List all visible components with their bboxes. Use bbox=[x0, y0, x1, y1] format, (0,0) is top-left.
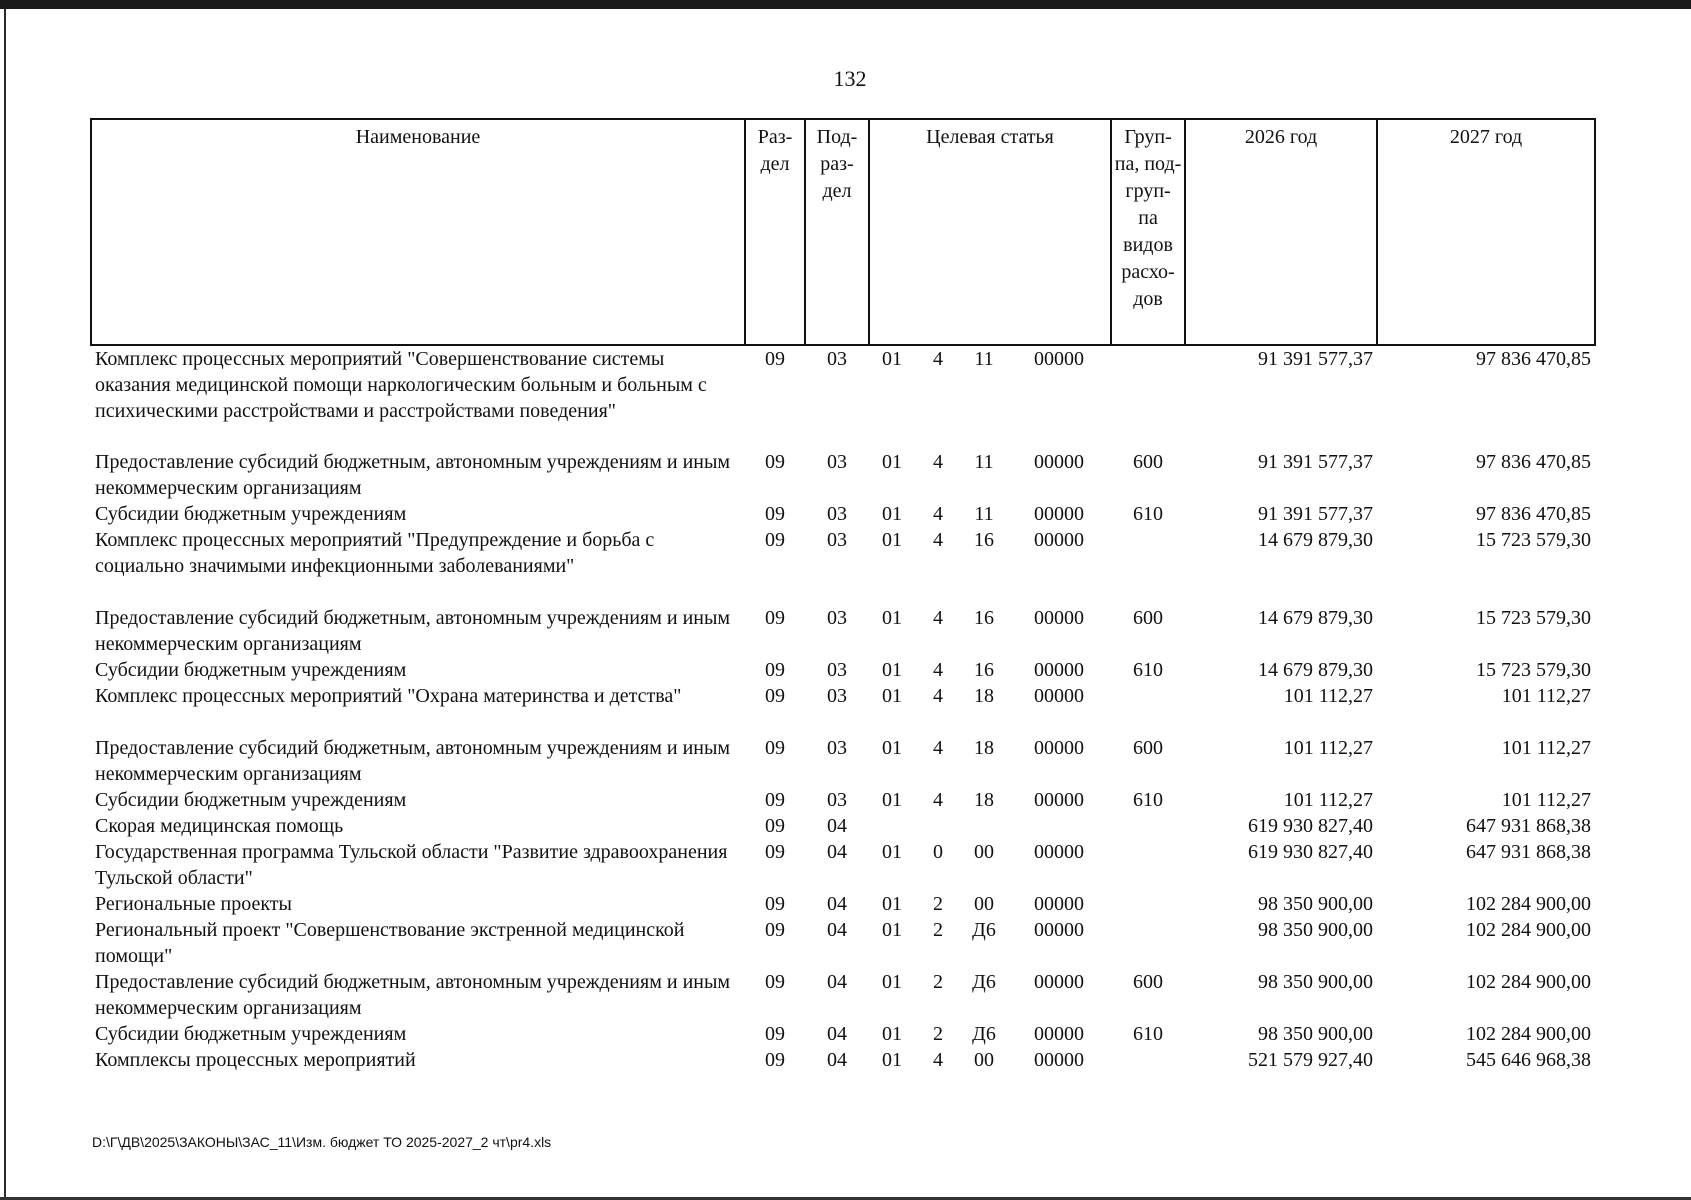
row-cs-type: 4 bbox=[933, 1049, 943, 1071]
row-podrazdel: 03 bbox=[827, 737, 847, 759]
row-cs-program: 01 bbox=[882, 737, 902, 759]
row-cs-type: 2 bbox=[933, 1023, 943, 1045]
row-cs-type: 4 bbox=[933, 685, 943, 707]
row-amount-2027: 102 284 900,00 bbox=[1466, 893, 1592, 915]
budget-table bbox=[90, 118, 1596, 1073]
row-amount-2026: 98 350 900,00 bbox=[1258, 893, 1374, 915]
row-name: Комплексы процессных мероприятий bbox=[95, 1049, 416, 1071]
row-amount-2026: 521 579 927,40 bbox=[1248, 1049, 1374, 1071]
row-razdel: 09 bbox=[765, 841, 785, 863]
row-amount-2026: 91 391 577,37 bbox=[1258, 503, 1374, 525]
row-podrazdel: 03 bbox=[827, 659, 847, 681]
row-gruppa: 600 bbox=[1133, 737, 1164, 759]
row-cs-structure: Д6 bbox=[972, 971, 996, 993]
row-cs-type: 2 bbox=[933, 919, 943, 941]
row-gruppa bbox=[1111, 813, 1185, 839]
table-row bbox=[91, 657, 1595, 683]
header-year-2026: 2026 год bbox=[1185, 119, 1377, 345]
row-gruppa bbox=[1111, 891, 1185, 917]
row-razdel: 09 bbox=[765, 893, 785, 915]
row-razdel: 09 bbox=[765, 815, 785, 837]
row-gruppa: 600 bbox=[1133, 451, 1164, 473]
header-gruppa-vidov-rashodov: Груп- па, под- груп- па видов расхо- дов bbox=[1111, 119, 1185, 345]
row-cs-program: 01 bbox=[882, 607, 902, 629]
row-cs-structure: 00 bbox=[974, 893, 994, 915]
row-cs-program: 01 bbox=[882, 893, 902, 915]
table-row bbox=[91, 605, 1595, 657]
row-name: Региональные проекты bbox=[95, 893, 292, 915]
row-gruppa bbox=[1111, 917, 1185, 969]
row-cs-type: 4 bbox=[933, 529, 943, 551]
row-razdel: 09 bbox=[765, 685, 785, 707]
header-razdel: Раз- дел bbox=[745, 119, 805, 345]
row-razdel: 09 bbox=[765, 348, 785, 370]
row-amount-2027: 102 284 900,00 bbox=[1466, 971, 1592, 993]
scan-edge-left bbox=[4, 9, 6, 1200]
table-row bbox=[91, 1047, 1595, 1073]
row-cs-direction: 00000 bbox=[1034, 1049, 1085, 1071]
table-row bbox=[91, 501, 1595, 527]
row-gruppa: 610 bbox=[1133, 503, 1164, 525]
row-amount-2027: 97 836 470,85 bbox=[1476, 451, 1592, 473]
row-amount-2027: 101 112,27 bbox=[1501, 789, 1592, 811]
row-amount-2027: 545 646 968,38 bbox=[1466, 1049, 1592, 1071]
row-cs-type: 0 bbox=[933, 841, 943, 863]
row-podrazdel: 04 bbox=[827, 919, 847, 941]
row-amount-2027: 15 723 579,30 bbox=[1476, 659, 1592, 681]
row-amount-2026: 619 930 827,40 bbox=[1248, 841, 1374, 863]
row-gruppa: 610 bbox=[1133, 659, 1164, 681]
row-razdel: 09 bbox=[765, 737, 785, 759]
row-amount-2027: 15 723 579,30 bbox=[1476, 607, 1592, 629]
table-row bbox=[91, 527, 1595, 605]
table-row bbox=[91, 449, 1595, 501]
row-cs-type: 4 bbox=[933, 659, 943, 681]
row-cs-structure: 00 bbox=[974, 1049, 994, 1071]
row-cs-direction bbox=[1007, 813, 1111, 839]
row-gruppa: 610 bbox=[1133, 1023, 1164, 1045]
row-cs-structure: 18 bbox=[974, 789, 994, 811]
row-cs-type: 4 bbox=[933, 348, 943, 370]
row-podrazdel: 04 bbox=[827, 1049, 847, 1071]
budget-table-container bbox=[90, 118, 1594, 1073]
row-razdel: 09 bbox=[765, 503, 785, 525]
row-cs-direction: 00000 bbox=[1034, 529, 1085, 551]
row-name: Субсидии бюджетным учреждениям bbox=[95, 789, 407, 811]
row-cs-structure: 16 bbox=[974, 659, 994, 681]
row-cs-program: 01 bbox=[882, 919, 902, 941]
row-razdel: 09 bbox=[765, 607, 785, 629]
row-amount-2026: 98 350 900,00 bbox=[1258, 919, 1374, 941]
row-cs-program: 01 bbox=[882, 348, 902, 370]
row-amount-2026: 98 350 900,00 bbox=[1258, 1023, 1374, 1045]
row-amount-2026: 91 391 577,37 bbox=[1258, 451, 1374, 473]
row-amount-2026: 14 679 879,30 bbox=[1258, 659, 1374, 681]
row-cs-structure: 11 bbox=[974, 451, 994, 473]
row-cs-structure: 16 bbox=[974, 529, 994, 551]
page-number: 132 bbox=[833, 66, 867, 91]
row-name: Скорая медицинская помощь bbox=[95, 815, 344, 837]
row-cs-program: 01 bbox=[882, 451, 902, 473]
row-gruppa bbox=[1111, 345, 1185, 449]
row-podrazdel: 03 bbox=[827, 789, 847, 811]
row-cs-direction: 00000 bbox=[1034, 919, 1085, 941]
row-razdel: 09 bbox=[765, 789, 785, 811]
row-cs-direction: 00000 bbox=[1034, 893, 1085, 915]
row-name: Субсидии бюджетным учреждениям bbox=[95, 503, 407, 525]
row-cs-direction: 00000 bbox=[1034, 685, 1085, 707]
row-gruppa bbox=[1111, 839, 1185, 891]
row-razdel: 09 bbox=[765, 529, 785, 551]
table-row bbox=[91, 969, 1595, 1021]
row-amount-2027: 97 836 470,85 bbox=[1476, 348, 1592, 370]
row-podrazdel: 03 bbox=[827, 685, 847, 707]
header-celevaya-statya: Целевая статья bbox=[869, 119, 1111, 345]
row-name: Предоставление субсидий бюджетным, автономным учреждениям и иным некоммерческим организациям bbox=[95, 737, 731, 785]
row-cs-type: 4 bbox=[933, 737, 943, 759]
row-podrazdel: 04 bbox=[827, 971, 847, 993]
row-cs-direction: 00000 bbox=[1034, 971, 1085, 993]
header-podrazdel: Под- раз- дел bbox=[805, 119, 869, 345]
row-podrazdel: 04 bbox=[827, 815, 847, 837]
row-name: Субсидии бюджетным учреждениям bbox=[95, 1023, 407, 1045]
row-cs-structure: 16 bbox=[974, 607, 994, 629]
header-name: Наименование bbox=[91, 119, 745, 345]
row-cs-direction: 00000 bbox=[1034, 659, 1085, 681]
table-row bbox=[91, 813, 1595, 839]
row-cs-structure: 00 bbox=[974, 841, 994, 863]
row-amount-2027: 101 112,27 bbox=[1501, 737, 1592, 759]
table-row bbox=[91, 345, 1595, 449]
row-cs-structure: 11 bbox=[974, 348, 994, 370]
row-podrazdel: 04 bbox=[827, 1023, 847, 1045]
row-cs-type: 4 bbox=[933, 503, 943, 525]
row-amount-2026: 98 350 900,00 bbox=[1258, 971, 1374, 993]
row-razdel: 09 bbox=[765, 971, 785, 993]
row-amount-2026: 14 679 879,30 bbox=[1258, 529, 1374, 551]
row-cs-program: 01 bbox=[882, 1049, 902, 1071]
row-name: Комплекс процессных мероприятий "Совершенствование системы оказания медицинской помощи наркологическим больным и больным с психическими расстройствами и расстройствами поведения" bbox=[95, 348, 707, 422]
row-cs-structure: 18 bbox=[974, 685, 994, 707]
row-cs-program: 01 bbox=[882, 529, 902, 551]
row-name: Субсидии бюджетным учреждениям bbox=[95, 659, 407, 681]
row-amount-2026: 101 112,27 bbox=[1283, 789, 1374, 811]
row-gruppa: 600 bbox=[1133, 607, 1164, 629]
row-cs-structure bbox=[961, 813, 1007, 839]
row-amount-2026: 91 391 577,37 bbox=[1258, 348, 1374, 370]
row-gruppa bbox=[1111, 527, 1185, 605]
row-cs-program: 01 bbox=[882, 789, 902, 811]
row-cs-direction: 00000 bbox=[1034, 789, 1085, 811]
table-header bbox=[91, 119, 1595, 345]
table-row bbox=[91, 1021, 1595, 1047]
row-razdel: 09 bbox=[765, 451, 785, 473]
row-podrazdel: 03 bbox=[827, 451, 847, 473]
header-year-2027: 2027 год bbox=[1377, 119, 1595, 345]
row-cs-program bbox=[869, 813, 915, 839]
table-row bbox=[91, 683, 1595, 735]
row-cs-type: 4 bbox=[933, 789, 943, 811]
row-cs-direction: 00000 bbox=[1034, 503, 1085, 525]
row-amount-2027: 97 836 470,85 bbox=[1476, 503, 1592, 525]
table-body bbox=[91, 345, 1595, 1073]
row-cs-structure: Д6 bbox=[972, 919, 996, 941]
row-amount-2027: 15 723 579,30 bbox=[1476, 529, 1592, 551]
row-amount-2026: 101 112,27 bbox=[1283, 685, 1374, 707]
row-amount-2027: 647 931 868,38 bbox=[1466, 815, 1592, 837]
row-cs-program: 01 bbox=[882, 1023, 902, 1045]
row-gruppa: 610 bbox=[1133, 789, 1164, 811]
row-amount-2026: 101 112,27 bbox=[1283, 737, 1374, 759]
row-cs-direction: 00000 bbox=[1034, 841, 1085, 863]
row-podrazdel: 04 bbox=[827, 893, 847, 915]
row-amount-2027: 102 284 900,00 bbox=[1466, 1023, 1592, 1045]
table-row bbox=[91, 891, 1595, 917]
row-name: Региональный проект "Совершенствование экстренной медицинской помощи" bbox=[95, 919, 685, 967]
row-gruppa: 600 bbox=[1133, 971, 1164, 993]
row-podrazdel: 03 bbox=[827, 607, 847, 629]
row-cs-structure: 18 bbox=[974, 737, 994, 759]
row-amount-2027: 101 112,27 bbox=[1501, 685, 1592, 707]
table-row bbox=[91, 787, 1595, 813]
row-cs-structure: Д6 bbox=[972, 1023, 996, 1045]
row-cs-direction: 00000 bbox=[1034, 737, 1085, 759]
row-cs-type bbox=[915, 813, 961, 839]
row-name: Предоставление субсидий бюджетным, автономным учреждениям и иным некоммерческим организациям bbox=[95, 607, 731, 655]
row-podrazdel: 03 bbox=[827, 348, 847, 370]
row-cs-type: 4 bbox=[933, 607, 943, 629]
row-cs-direction: 00000 bbox=[1034, 451, 1085, 473]
row-name: Комплекс процессных мероприятий "Охрана материнства и детства" bbox=[95, 685, 682, 707]
row-cs-structure: 11 bbox=[974, 503, 994, 525]
row-cs-program: 01 bbox=[882, 503, 902, 525]
row-razdel: 09 bbox=[765, 919, 785, 941]
row-cs-direction: 00000 bbox=[1034, 1023, 1085, 1045]
row-name: Комплекс процессных мероприятий "Предупреждение и борьба с социально значимыми инфекционными заболеваниями" bbox=[95, 529, 655, 577]
row-gruppa bbox=[1111, 683, 1185, 735]
row-razdel: 09 bbox=[765, 659, 785, 681]
table-row bbox=[91, 839, 1595, 891]
row-razdel: 09 bbox=[765, 1049, 785, 1071]
row-name: Предоставление субсидий бюджетным, автономным учреждениям и иным некоммерческим организациям bbox=[95, 451, 731, 499]
row-cs-type: 2 bbox=[933, 971, 943, 993]
scan-edge-top bbox=[0, 0, 1691, 9]
row-razdel: 09 bbox=[765, 1023, 785, 1045]
row-cs-direction: 00000 bbox=[1034, 607, 1085, 629]
table-row bbox=[91, 735, 1595, 787]
row-podrazdel: 03 bbox=[827, 529, 847, 551]
row-gruppa bbox=[1111, 1047, 1185, 1073]
row-amount-2026: 14 679 879,30 bbox=[1258, 607, 1374, 629]
row-name: Предоставление субсидий бюджетным, автономным учреждениям и иным некоммерческим организациям bbox=[95, 971, 731, 1019]
file-path-footer: D:\Г\ДВ\2025\ЗАКОНЫ\ЗАС_11\Изм. бюджет ТО 2025-2027_2 чт\pr4.xls bbox=[92, 1134, 552, 1150]
row-cs-program: 01 bbox=[882, 841, 902, 863]
row-amount-2027: 647 931 868,38 bbox=[1466, 841, 1592, 863]
row-name: Государственная программа Тульской области "Развитие здравоохранения Тульской области" bbox=[95, 841, 728, 889]
table-row bbox=[91, 917, 1595, 969]
row-cs-program: 01 bbox=[882, 659, 902, 681]
row-podrazdel: 03 bbox=[827, 503, 847, 525]
row-cs-program: 01 bbox=[882, 685, 902, 707]
row-cs-direction: 00000 bbox=[1034, 348, 1085, 370]
row-cs-type: 4 bbox=[933, 451, 943, 473]
row-podrazdel: 04 bbox=[827, 841, 847, 863]
row-amount-2027: 102 284 900,00 bbox=[1466, 919, 1592, 941]
row-cs-program: 01 bbox=[882, 971, 902, 993]
row-cs-type: 2 bbox=[933, 893, 943, 915]
row-amount-2026: 619 930 827,40 bbox=[1248, 815, 1374, 837]
